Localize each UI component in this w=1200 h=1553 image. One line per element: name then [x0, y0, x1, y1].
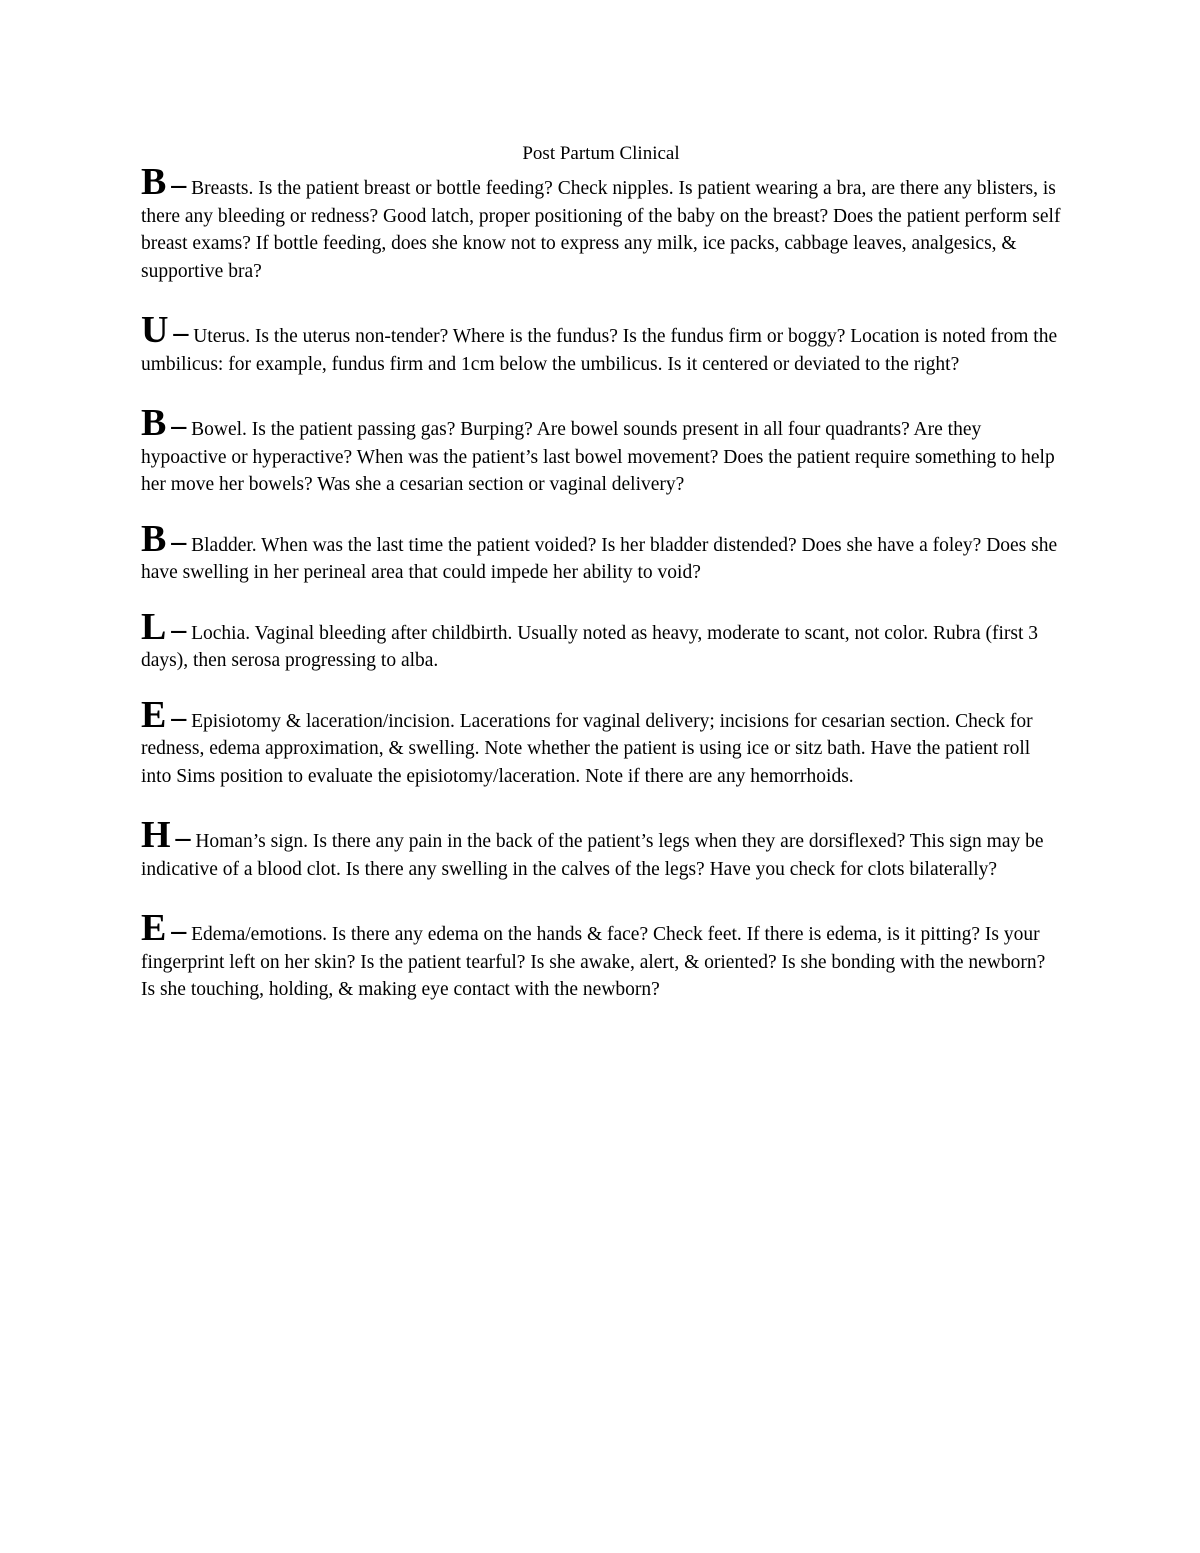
entry-bowel: [141, 402, 1061, 499]
document-page: [141, 141, 1061, 1004]
entry-edema-emotions: [141, 907, 1061, 1004]
entry-letter: L: [141, 605, 167, 648]
entry-text: Breasts. Is the patient breast or bottle feeding? Check nipples. Is patient wearing a bra, are there any blisters, is there any bleeding or redness? Good latch, proper positioning of the baby on the breast? Does the patient perform self breast exams? If bottle feeding, does she know not to express any milk, ice packs, cabbage leaves, analgesics, & supportive bra?: [141, 178, 1061, 282]
spacer: [141, 499, 1061, 526]
entry-text: Homan’s sign. Is there any pain in the back of the patient’s legs when they are dorsiflexed? This sign may be indicative of a blood clot. Is there any swelling in the calves of the legs? Have you check for clots bilaterally?: [141, 831, 1044, 880]
spacer: [141, 285, 1061, 317]
spacer: [141, 378, 1061, 410]
entry-letter: E: [141, 693, 167, 736]
entry-lochia: [141, 605, 1061, 675]
entry-homans-sign: [141, 814, 1061, 883]
entry-text: Uterus. Is the uterus non-tender? Where is the fundus? Is the fundus firm or boggy? Location is noted from the umbilicus: for example, fundus firm and 1cm below the umbilicus. Is it centered or deviated to the right?: [141, 326, 1058, 375]
entry-episiotomy: [141, 693, 1061, 791]
entry-dash: –: [171, 524, 187, 558]
entry-dash: –: [171, 612, 187, 646]
entry-dash: –: [175, 821, 191, 854]
entry-text: Lochia. Vaginal bleeding after childbirth. Usually noted as heavy, moderate to scant, not color. Rubra (first 3 days), then serosa progressing to alba.: [141, 622, 1039, 671]
entry-dash: –: [171, 409, 187, 442]
entry-breasts: [141, 161, 1061, 285]
document-title: Post Partum Clinical: [522, 143, 680, 164]
entry-letter: H: [141, 814, 171, 856]
spacer: [141, 587, 1061, 614]
entry-text: Bowel. Is the patient passing gas? Burping? Are bowel sounds present in all four quadrants? Are they hypoactive or hyperactive? When was the patient’s last bowel movement? Does the patient require something to help her move her bowels? Was she a cesarian section or vaginal delivery?: [141, 419, 1055, 495]
spacer: [141, 790, 1061, 822]
entry-text: Edema/emotions. Is there any edema on the hands & face? Check feet. If there is edema, is it pitting? Is your fingerprint left on her skin? Is the patient tearful? Is she awake, alert, & oriented? Is she bonding with the newborn? Is she touching, holding, & making eye contact with the newborn?: [141, 924, 1046, 1000]
entry-letter: U: [141, 309, 169, 351]
entry-text: Episiotomy & laceration/incision. Lacerations for vaginal delivery; incisions for cesarian section. Check for redness, edema approximation, & swelling. Note whether the patient is using ice or sitz bath. Have the patient roll into Sims position to evaluate the episiotomy/laceration. Note if there are any hemorrhoids.: [141, 710, 1033, 787]
entry-dash: –: [173, 316, 189, 349]
spacer: [141, 883, 1061, 915]
entry-text: Bladder. When was the last time the patient voided? Is her bladder distended? Does she have a foley? Does she have swelling in her perineal area that could impede her ability to void?: [141, 534, 1058, 583]
entry-letter: E: [141, 907, 167, 949]
entry-bladder: [141, 517, 1061, 587]
spacer: [141, 675, 1061, 702]
entry-uterus: [141, 309, 1061, 378]
entry-letter: B: [141, 402, 167, 444]
entry-letter: B: [141, 517, 167, 560]
entry-letter: B: [141, 161, 167, 203]
entry-dash: –: [171, 914, 187, 947]
entry-dash: –: [171, 700, 187, 734]
entry-dash: –: [171, 168, 187, 201]
